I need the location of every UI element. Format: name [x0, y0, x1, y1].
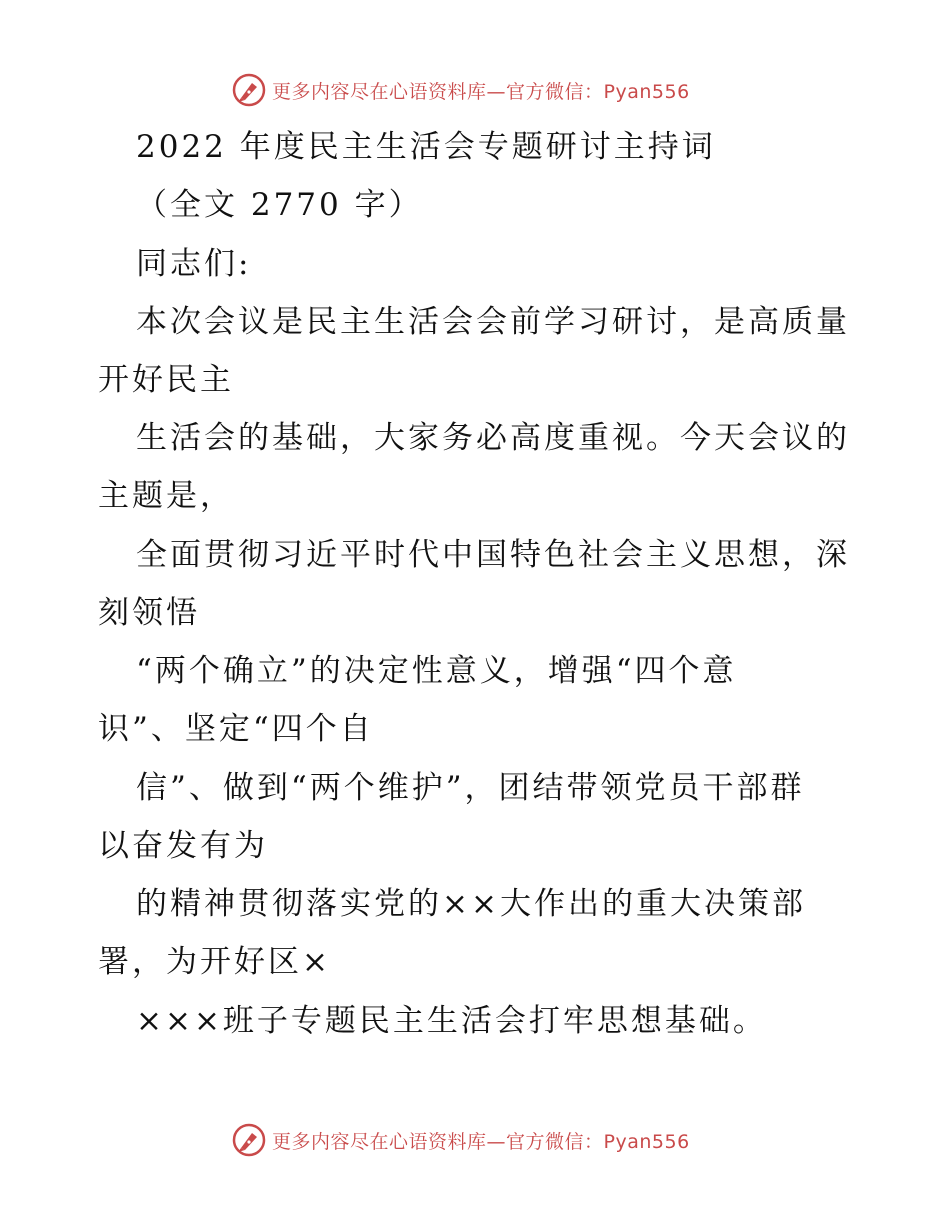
document-subtitle: （全文 2770 字）	[136, 187, 423, 223]
salutation: 同志们:	[136, 246, 252, 282]
body-line: 的精神贯彻落实党的××大作出的重大决策部	[136, 886, 806, 922]
body-line: 以奋发有为	[98, 828, 268, 864]
body-line: 刻领悟	[98, 595, 200, 631]
body-line: 开好民主	[98, 362, 234, 398]
body-line: 生活会的基础，大家务必高度重视。今天会议的	[136, 420, 850, 456]
body-line: 主题是，	[98, 478, 234, 514]
pen-nib-logo-icon	[232, 1123, 266, 1157]
body-line: 本次会议是民主生活会会前学习研讨，是高质量	[136, 304, 850, 340]
body-line: ×××班子专题民主生活会打牢思想基础。	[136, 1003, 767, 1039]
pen-nib-logo-icon	[232, 73, 266, 107]
banner-text: 更多内容尽在心语资料库—官方微信：Pyan556	[272, 80, 690, 103]
header-banner	[232, 70, 752, 110]
body-line: 信”、做到“两个维护”，团结带领党员干部群	[136, 770, 805, 806]
body-line: 署，为开好区×	[98, 944, 331, 980]
body-line: “两个确立”的决定性意义，增强“四个意	[136, 653, 737, 689]
body-line: 全面贯彻习近平时代中国特色社会主义思想，深	[136, 537, 850, 573]
footer-banner	[232, 1120, 752, 1160]
banner-text: 更多内容尽在心语资料库—官方微信：Pyan556	[272, 1130, 690, 1153]
document-title: 2022 年度民主生活会专题研讨主持词	[136, 129, 716, 165]
body-line: 识”、坚定“四个自	[98, 711, 374, 747]
